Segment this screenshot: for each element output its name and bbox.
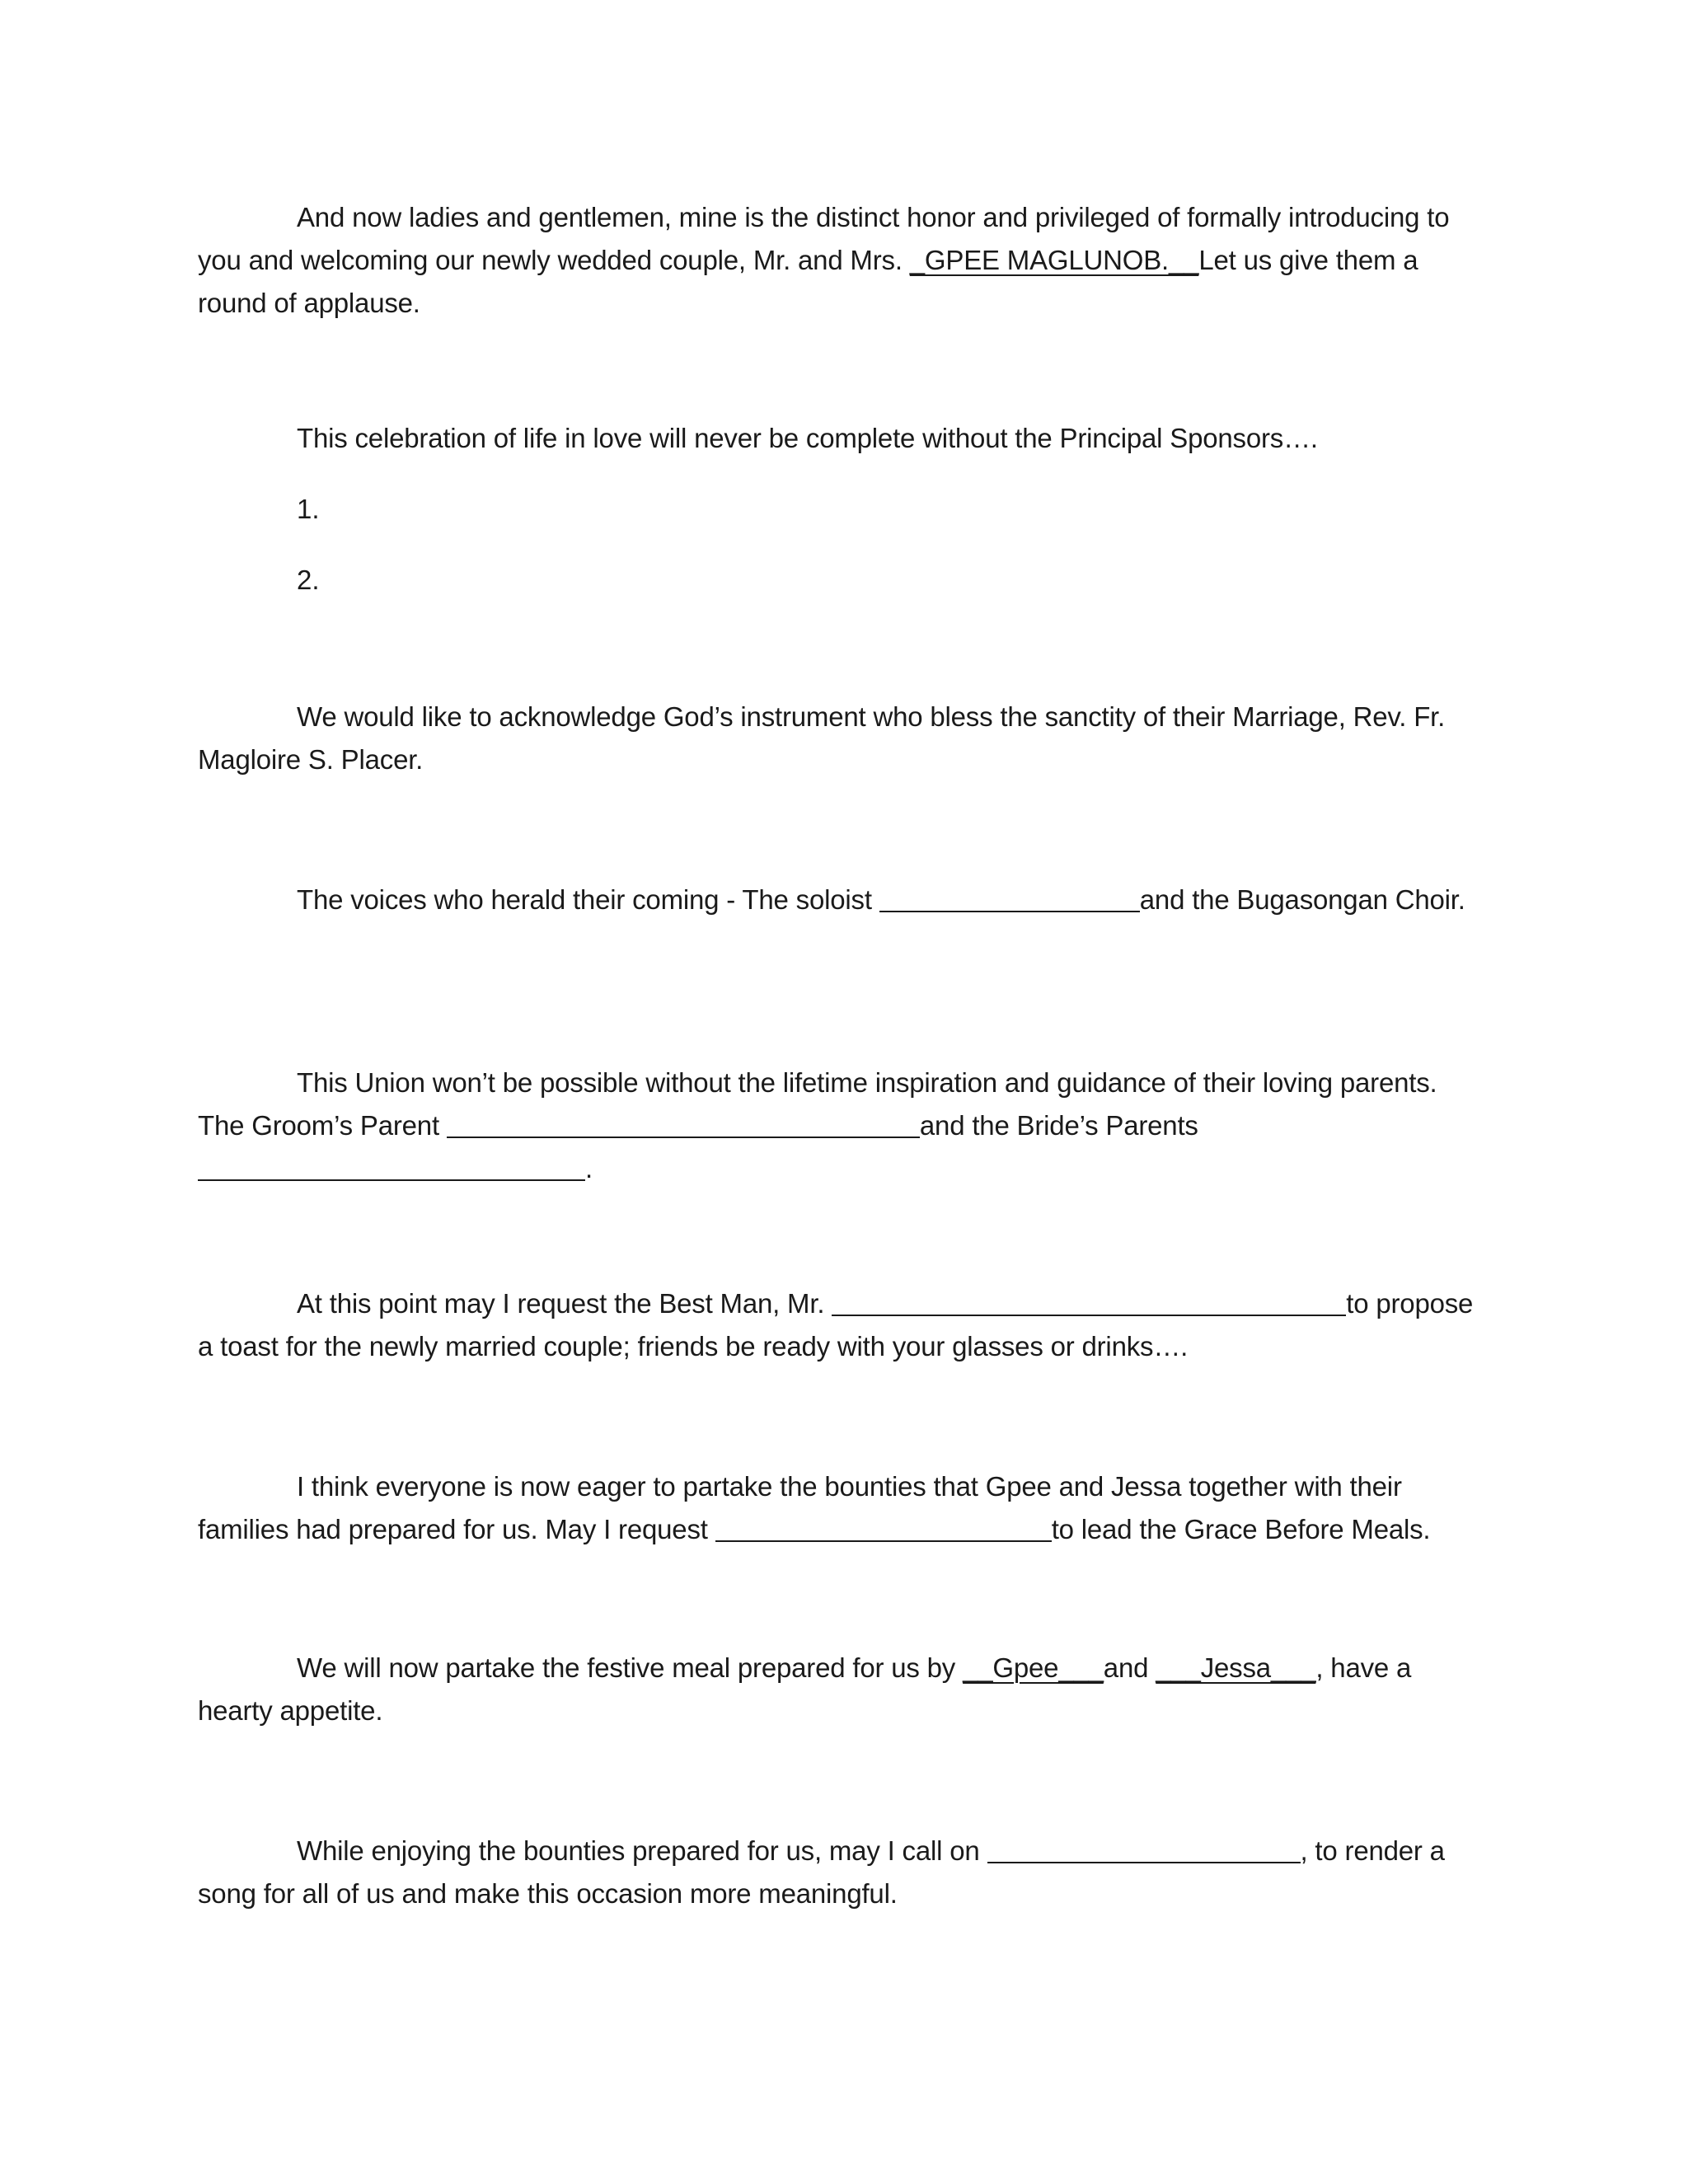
soloist-text: The voices who herald their coming - The soloist [297, 884, 879, 915]
soloist-name-blank[interactable] [879, 886, 1140, 912]
brides-parents-blank[interactable] [198, 1155, 585, 1181]
principal-sponsors-text: This celebration of life in love will never be complete without the Principal Sponsors…. [297, 423, 1318, 453]
song-request-end-text: , to render a song for all of us and make this occasion more meaningful. [198, 1835, 1445, 1909]
grace-text: I think everyone is now eager to partake the bounties that Gpee and Jessa together with their families had prepared for us. May I request [198, 1471, 1402, 1544]
paragraph-soloist-choir [198, 879, 1484, 921]
hearty-appetite-text: , have a hearty appetite. [198, 1652, 1412, 1726]
festive-meal-text: We will now partake the festive meal prepared for us by [297, 1652, 964, 1683]
toast-text: to propose a toast for the newly married couple; friends be ready with your glasses or drinks…. [198, 1288, 1474, 1361]
officiant-text: We would like to acknowledge God’s instrument who bless the sanctity of their Marriage, Rev. Fr. Magloire S. Placer. [198, 701, 1446, 775]
paragraph-best-man-toast [198, 1282, 1484, 1368]
parents-text: This Union won’t be possible without the lifetime inspiration and guidance of their loving parents. The Groom’s Parent [198, 1067, 1437, 1141]
paragraph-grace-before-meals [198, 1465, 1484, 1551]
singer-name-blank[interactable] [987, 1837, 1301, 1863]
sponsor-list-item-2: 2. [297, 565, 320, 595]
festive-meal-and: and [1103, 1652, 1156, 1683]
grace-end-text: to lead the Grace Before Meals. [1051, 1514, 1431, 1544]
parents-period: . [585, 1153, 593, 1183]
bride-first-name: ___Jessa___ [1156, 1652, 1316, 1683]
paragraph-festive-meal [198, 1647, 1484, 1732]
song-request-text: While enjoying the bounties prepared for us, may I call on [297, 1835, 987, 1866]
sponsor-list-item-1: 1. [297, 494, 320, 524]
best-man-name-blank[interactable] [832, 1290, 1346, 1316]
paragraph-parents [198, 1062, 1484, 1190]
paragraph-song-request [198, 1830, 1484, 1915]
introduction-text: And now ladies and gentlemen, mine is the distinct honor and privileged of formally introducing to you and welcoming our newly wedded couple, Mr. and Mrs. [198, 202, 1450, 275]
paragraph-officiant [198, 696, 1484, 781]
choir-text: and the Bugasongan Choir. [1139, 884, 1465, 915]
paragraph-principal-sponsors [198, 417, 1484, 460]
paragraph-introduction [198, 196, 1484, 325]
brides-parents-text: and the Bride’s Parents [919, 1110, 1198, 1141]
grooms-parent-blank[interactable] [447, 1112, 920, 1138]
best-man-text: At this point may I request the Best Man, Mr. [297, 1288, 832, 1319]
couple-name: _GPEE MAGLUNOB.__ [909, 245, 1199, 275]
grace-leader-blank[interactable] [715, 1516, 1052, 1542]
applause-text: Let us give them a round of applause. [198, 245, 1418, 318]
groom-first-name: __Gpee___ [963, 1652, 1104, 1683]
